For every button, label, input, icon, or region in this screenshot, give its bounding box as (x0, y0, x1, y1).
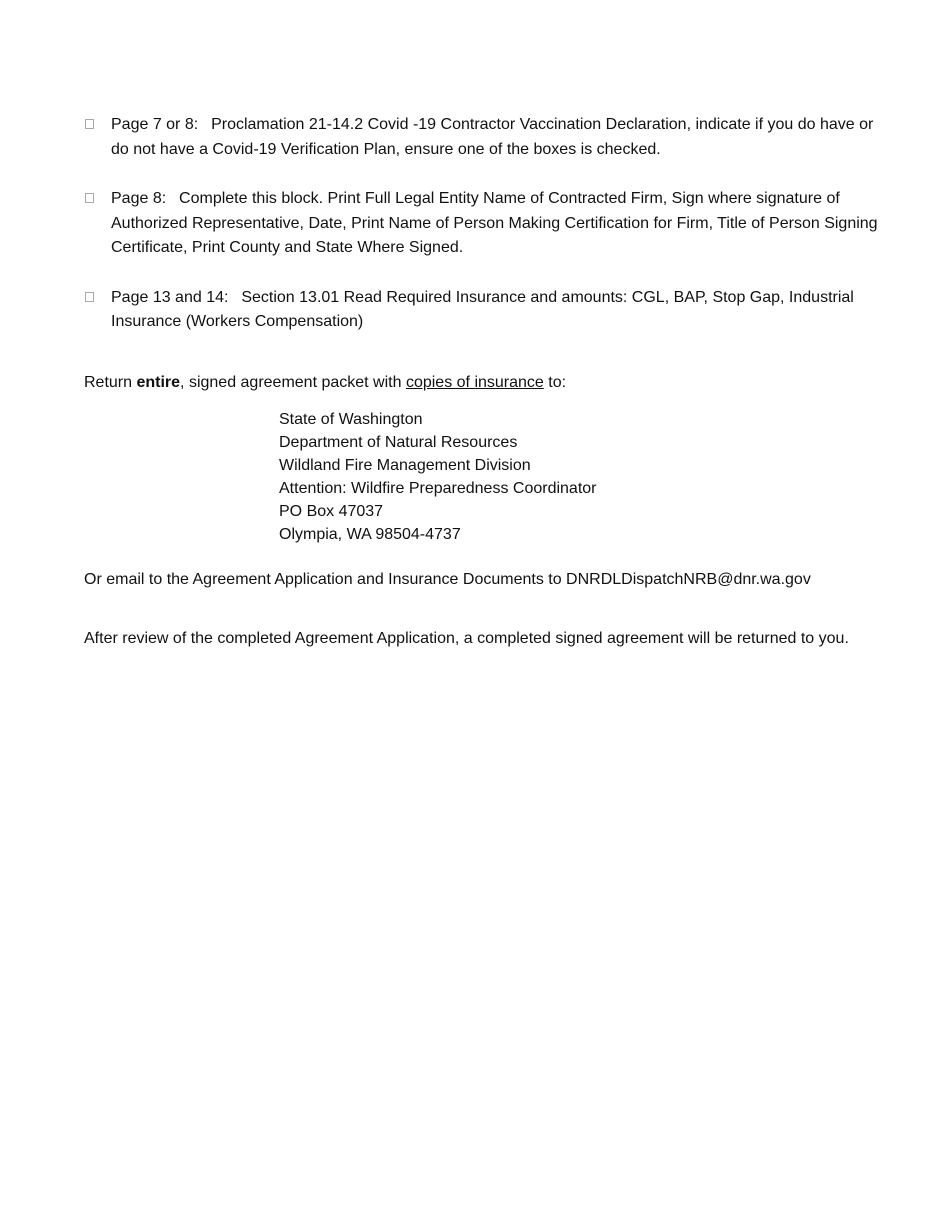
checkbox-icon[interactable] (85, 119, 94, 129)
checklist-item (84, 187, 884, 261)
address-line: Wildland Fire Management Division (279, 457, 531, 474)
checklist-item-text (111, 286, 884, 335)
item-description: Complete this block. Print Full Legal Entity Name of Contracted Firm, Sign where signature of Authorized Representative, Date, Print Name of Person Making Certification for Firm, Title of Person Signing Certificate, Print County and State Where Signed. (111, 190, 878, 256)
return-emphasis: entire (136, 374, 181, 391)
checklist-item (84, 286, 884, 335)
address-line: Olympia, WA 98504-4737 (279, 526, 461, 543)
return-instructions (84, 371, 884, 396)
item-description: Proclamation 21-14.2 Covid -19 Contractor Vaccination Declaration, indicate if you do have or do not have a Covid-19 Verification Plan, ensure one of the boxes is checked. (111, 116, 874, 158)
return-suffix: to: (543, 374, 567, 391)
page-reference: Page 8: (111, 190, 167, 207)
checklist-item (84, 113, 884, 162)
address-line: Department of Natural Resources (279, 434, 518, 451)
checklist-item-text (111, 187, 884, 261)
email-instruction: Or email to the Agreement Application and Insurance Documents to DNRDLDispatchNRB@dnr.wa.gov (84, 571, 811, 588)
item-description: Section 13.01 Read Required Insurance and amounts: CGL, BAP, Stop Gap, Industrial Insurance (Workers Compensation) (111, 288, 854, 330)
checkbox-icon[interactable] (85, 193, 94, 203)
return-middle: , signed agreement packet with (180, 374, 406, 391)
address-line: State of Washington (279, 411, 423, 428)
checklist (84, 113, 884, 360)
return-prefix: Return (84, 374, 137, 391)
address-line: PO Box 47037 (279, 503, 384, 520)
return-underlined: copies of insurance (405, 374, 544, 391)
address-line: Attention: Wildfire Preparedness Coordinator (279, 480, 597, 497)
page-reference: Page 13 and 14: (111, 288, 229, 306)
mailing-address (279, 408, 597, 546)
checklist-item-text (111, 113, 884, 162)
review-note: After review of the completed Agreement Application, a completed signed agreement will be returned to you. (84, 630, 849, 647)
page-reference: Page 7 or 8: (111, 116, 199, 133)
checkbox-icon[interactable] (85, 292, 94, 302)
